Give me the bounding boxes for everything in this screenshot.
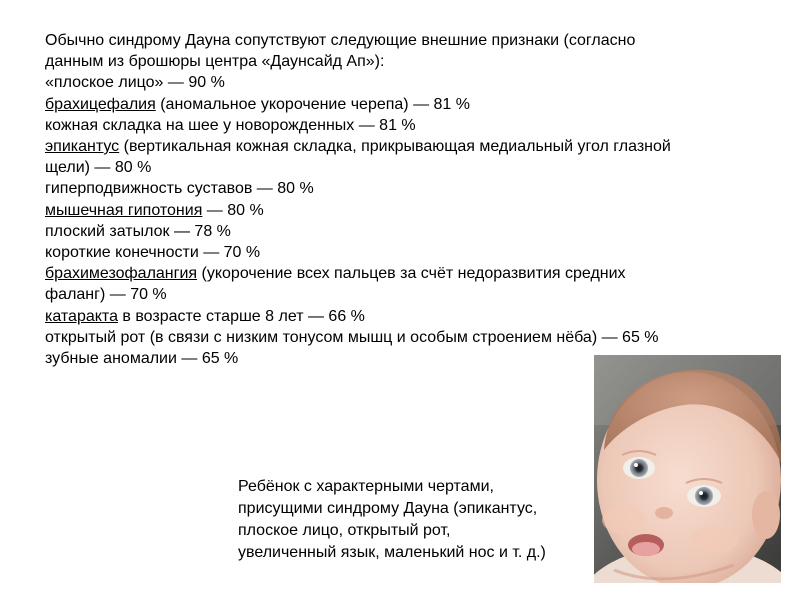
child-photo [594, 355, 781, 583]
item-text: зубные аномалии — 65 % [45, 350, 239, 368]
item-text: щели) — 80 % [45, 159, 152, 177]
list-item [45, 115, 755, 136]
caption-line: плоское лицо, открытый рот, [238, 522, 451, 539]
main-text [45, 30, 755, 369]
item-text: «плоское лицо» — 90 % [45, 74, 225, 92]
list-item [45, 94, 755, 115]
item-text: гиперподвижность суставов — 80 % [45, 180, 314, 198]
intro-line: Обычно синдрому Дауна сопутствуют следующие внешние признаки (согласно [45, 32, 636, 49]
list-item [45, 178, 755, 199]
item-text: (вертикальная кожная складка, прикрывающая медиальный угол глазной [119, 138, 671, 156]
term-link[interactable]: мышечная гипотония [45, 201, 203, 219]
item-text: (укорочение всех пальцев за счёт недоразвития средних [197, 265, 626, 283]
caption-line: увеличенный язык, маленький нос и т. д.) [238, 544, 546, 561]
list-item [45, 306, 755, 327]
term-link[interactable]: брахицефалия [45, 95, 156, 113]
child-photo-icon [594, 355, 781, 583]
list-item [45, 72, 755, 93]
term-link[interactable]: брахимезофалангия [45, 265, 198, 283]
intro-line: данным из брошюры центра «Даунсайд Ап»): [45, 53, 385, 71]
item-text: короткие конечности — 70 % [45, 244, 261, 262]
item-text: фаланг) — 70 % [45, 286, 167, 304]
list-item [45, 200, 755, 221]
item-text: — 80 % [202, 201, 264, 219]
list-item [45, 221, 755, 242]
list-item [45, 242, 755, 263]
item-text: плоский затылок — 78 % [45, 222, 231, 240]
list-item [45, 157, 755, 178]
term-link[interactable]: катаракта [45, 307, 118, 325]
caption-line: присущими синдрому Дауна (эпикантус, [238, 500, 538, 517]
item-text: в возрасте старше 8 лет — 66 % [117, 307, 365, 325]
term-link[interactable]: эпикантус [45, 138, 120, 156]
list-item [45, 284, 755, 305]
list-item [45, 327, 755, 348]
caption-line: Ребёнок с характерными чертами, [238, 478, 494, 495]
photo-caption [238, 476, 588, 564]
list-item [45, 136, 755, 157]
item-text: открытый рот (в связи с низким тонусом мышц и особым строением нёба) — 65 % [45, 328, 659, 346]
item-text: кожная складка на шее у новорожденных — 81 % [45, 116, 416, 134]
list-item [45, 263, 755, 284]
item-text: (аномальное укорочение черепа) — 81 % [155, 95, 470, 113]
